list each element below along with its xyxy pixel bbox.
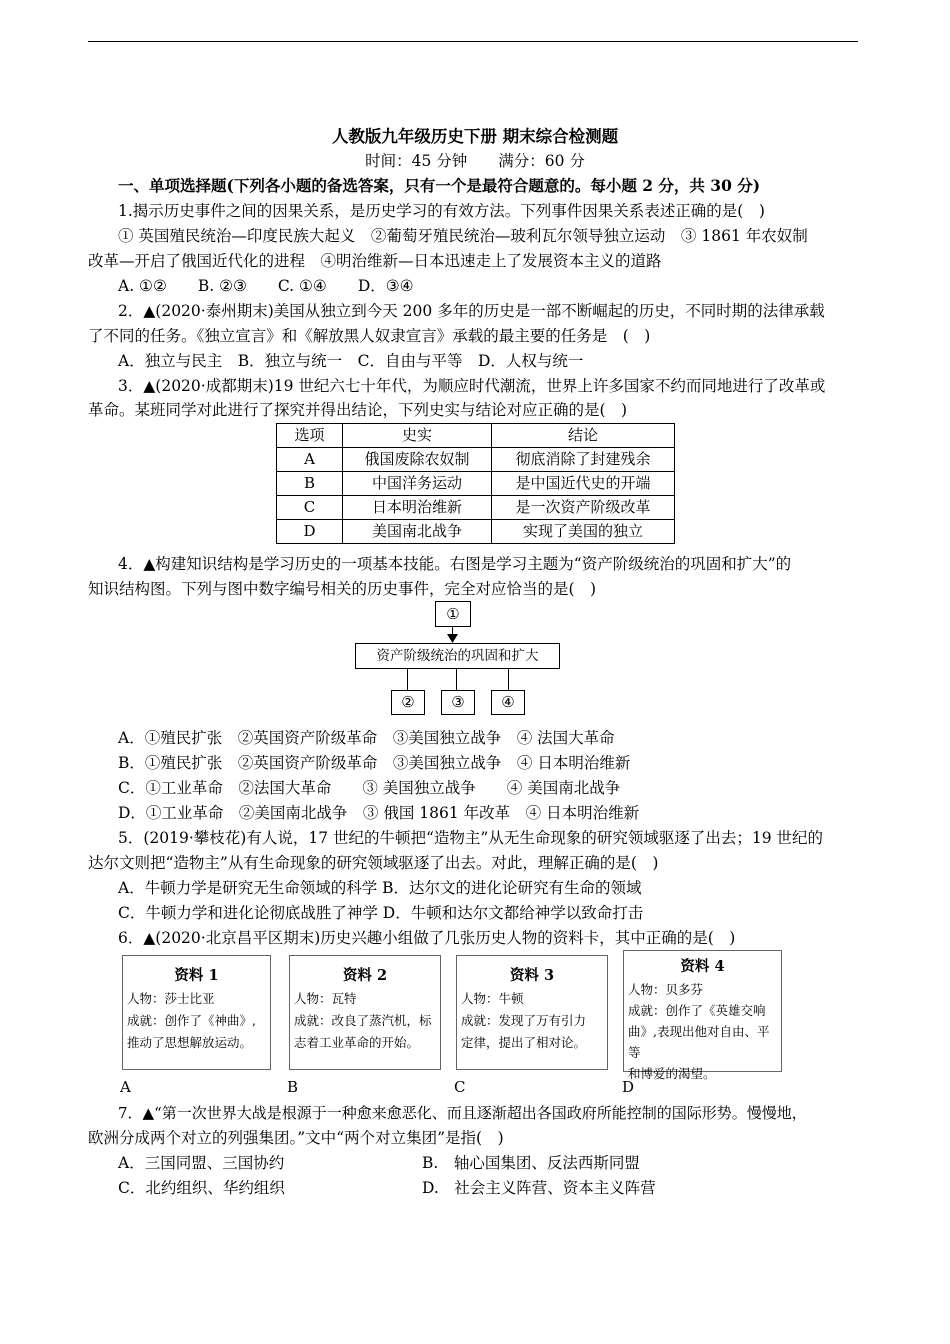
- table-cell: C: [277, 496, 343, 520]
- q4-stem-cont: 知识结构图。下列与图中数字编号相关的历史事件，完全对应恰当的是( ): [88, 580, 597, 598]
- q6-stem: 6．▲(2020·北京昌平区期末)历史兴趣小组做了几张历史人物的资料卡，其中正确的是( ): [118, 929, 736, 947]
- card-line: 成就：发现了万有引力: [461, 1013, 587, 1028]
- table-cell: 是中国近代史的开端: [492, 472, 675, 496]
- card-line: 志着工业革命的开始。: [294, 1035, 420, 1050]
- table-cell: D: [277, 520, 343, 544]
- card-label-c: C: [454, 1078, 466, 1096]
- diagram-connector: [456, 668, 457, 690]
- diagram-connector: [407, 668, 408, 690]
- table-cell: 彻底消除了封建残余: [492, 448, 675, 472]
- table-cell: 是一次资产阶级改革: [492, 496, 675, 520]
- q5-stem: 5．(2019·攀枝花)有人说，17 世纪的牛顿把“造物主”从无生命现象的研究领域驱逐了出去；19 世纪的: [118, 829, 823, 847]
- diagram-connector: [508, 668, 509, 690]
- card-line: 成就：创作了《英雄交响: [628, 1003, 766, 1018]
- q7-option-c: C．北约组织、华约组织: [118, 1179, 285, 1197]
- table-header: 结论: [492, 424, 675, 448]
- page-title: 人教版九年级历史下册 期末综合检测题: [331, 127, 619, 146]
- diagram-box-center: 资产阶级统治的巩固和扩大: [355, 643, 560, 669]
- q1-items-cont: 改革—开启了俄国近代化的进程 ④明治维新—日本迅速走上了发展资本主义的道路: [88, 252, 662, 270]
- card-line: 推动了思想解放运动。: [127, 1035, 253, 1050]
- q7-option-d: D. 社会主义阵营、资本主义阵营: [422, 1179, 656, 1197]
- table-cell: 日本明治维新: [343, 496, 492, 520]
- q5-option-ab: A．牛顿力学是研究无生命领域的科学 B．达尔文的进化论研究有生命的领域: [118, 879, 642, 897]
- table-cell: A: [277, 448, 343, 472]
- table-cell: 美国南北战争: [343, 520, 492, 544]
- card-line: 人物：莎士比亚: [127, 991, 215, 1006]
- card-line: 成就：创作了《神曲》,: [127, 1013, 256, 1028]
- table-row: [277, 496, 675, 520]
- card-line: 人物：瓦特: [294, 991, 357, 1006]
- exam-info: 时间：45 分钟 满分：60 分: [365, 152, 585, 170]
- table-cell: 中国洋务运动: [343, 472, 492, 496]
- q2-options: A．独立与民主 B．独立与统一 C．自由与平等 D．人权与统一: [118, 352, 584, 370]
- table-row: [277, 520, 675, 544]
- card-title: 资料 1: [174, 967, 219, 984]
- card-title: 资料 4: [680, 958, 725, 975]
- info-card-4: [623, 950, 782, 1081]
- q3-table: [276, 423, 675, 544]
- table-cell: B: [277, 472, 343, 496]
- q1-items: ① 英国殖民统治—印度民族大起义 ②葡萄牙殖民统治—玻利瓦尔领导独立运动 ③ 1861 年农奴制: [118, 227, 808, 245]
- q1-options: A. ①② B. ②③ C. ①④ D．③④: [118, 277, 414, 295]
- diagram-box-3: ③: [441, 690, 475, 715]
- table-row: [277, 448, 675, 472]
- diagram-box-top: ①: [435, 601, 471, 627]
- q5-option-cd: C．牛顿力学和进化论彻底战胜了神学 D．牛顿和达尔文都给神学以致命打击: [118, 904, 644, 922]
- table-cell: 俄国废除农奴制: [343, 448, 492, 472]
- table-header: 选项: [277, 424, 343, 448]
- table-header: 史实: [343, 424, 492, 448]
- q4-option-c: C．①工业革命 ②法国大革命 ③ 美国独立战争 ④ 美国南北战争: [118, 779, 621, 797]
- header-rule: [88, 41, 858, 42]
- card-label-d: D: [622, 1078, 635, 1096]
- table-header-row: [277, 424, 675, 448]
- card-title: 资料 2: [342, 967, 388, 984]
- card-line: 人物：牛顿: [461, 991, 524, 1006]
- section-heading: 一、单项选择题(下列各小题的备选答案，只有一个是最符合题意的。每小题 2 分，共 30 分): [118, 176, 761, 195]
- q4-stem: 4．▲构建知识结构是学习历史的一项基本技能。右图是学习主题为“资产阶级统治的巩固和扩大”的: [118, 555, 792, 573]
- card-line: 曲》,表现出他对自由、平等: [628, 1024, 770, 1060]
- q7-stem-cont: 欧洲分成两个对立的列强集团。”文中“两个对立集团”是指( ): [88, 1129, 504, 1147]
- info-card-1: [122, 955, 271, 1070]
- q4-option-b: B．①殖民扩张 ②英国资产阶级革命 ③美国独立战争 ④ 日本明治维新: [118, 754, 631, 772]
- q4-option-d: D．①工业革命 ②美国南北战争 ③ 俄国 1861 年改革 ④ 日本明治维新: [118, 804, 640, 822]
- q2-stem-cont: 了不同的任务。《独立宣言》和《解放黑人奴隶宣言》承载的最主要的任务是 ( ): [88, 327, 651, 345]
- card-line: 成就：改良了蒸汽机，标: [294, 1013, 432, 1028]
- table-cell: 实现了美国的独立: [492, 520, 675, 544]
- q3-stem: 3．▲(2020·成都期末)19 世纪六七十年代，为顺应时代潮流，世界上许多国家不约而同地进行了改革或: [118, 377, 826, 395]
- q7-stem: 7．▲“第一次世界大战是根源于一种愈来愈恶化、而且逐渐超出各国政府所能控制的国际形势。慢慢地，: [118, 1104, 807, 1122]
- card-line: 人物：贝多芬: [628, 982, 704, 997]
- table-row: [277, 472, 675, 496]
- info-card-2: [289, 955, 441, 1070]
- q3-stem-cont: 革命。某班同学对此进行了探究并得出结论，下列史实与结论对应正确的是( ): [88, 401, 628, 419]
- arrow-down-icon: [447, 634, 458, 643]
- info-card-3: [456, 955, 608, 1070]
- card-line: 定律，提出了相对论。: [461, 1035, 587, 1050]
- q7-option-a: A．三国同盟、三国协约: [118, 1154, 285, 1172]
- card-label-a: A: [120, 1078, 131, 1096]
- diagram-box-2: ②: [391, 690, 425, 715]
- q5-stem-cont: 达尔文则把“造物主”从有生命现象的研究领域驱逐了出去。对此，理解正确的是( ): [88, 854, 659, 872]
- q1-stem: 1.揭示历史事件之间的因果关系，是历史学习的有效方法。下列事件因果关系表述正确的是( ): [118, 202, 765, 220]
- card-line: 和博爱的渴望。: [628, 1066, 716, 1081]
- q7-option-b: B. 轴心国集团、反法西斯同盟: [422, 1154, 640, 1172]
- card-label-b: B: [287, 1078, 299, 1096]
- q4-option-a: A．①殖民扩张 ②英国资产阶级革命 ③美国独立战争 ④ 法国大革命: [118, 729, 615, 747]
- q2-stem: 2．▲(2020·泰州期末)美国从独立到今天 200 多年的历史是一部不断崛起的历史，不同时期的法律承载: [118, 302, 825, 320]
- diagram-box-4: ④: [491, 690, 525, 715]
- card-title: 资料 3: [509, 967, 555, 984]
